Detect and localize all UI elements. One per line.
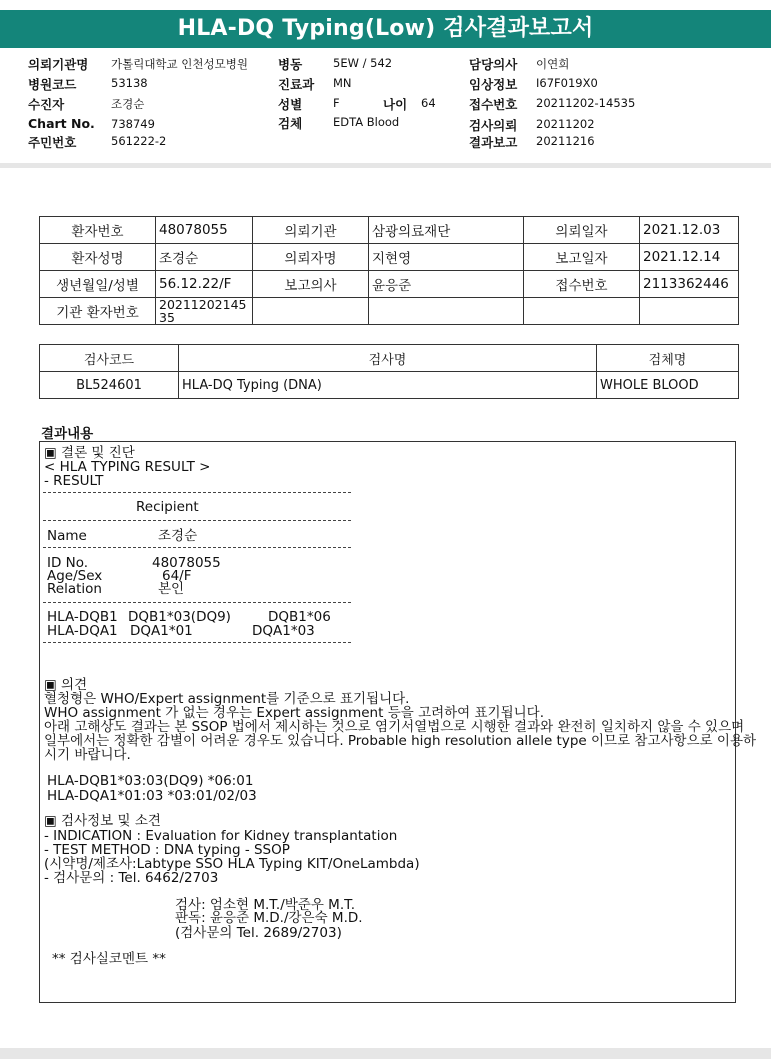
header-divider bbox=[0, 163, 771, 168]
report-header bbox=[28, 55, 768, 160]
column-header: 검체명 bbox=[597, 345, 739, 372]
table-cell bbox=[640, 298, 739, 325]
table-cell bbox=[253, 298, 369, 325]
table-cell: 기관 환자번호 bbox=[40, 298, 156, 325]
table-cell: 보고일자 bbox=[524, 244, 640, 271]
label-patient: 수진자 bbox=[28, 97, 65, 112]
label-ward: 병동 bbox=[278, 57, 303, 72]
value-patient: 조경순 bbox=[111, 97, 145, 111]
opinion-line: 시기 바랍니다. bbox=[44, 747, 131, 763]
dashed-divider bbox=[43, 492, 351, 493]
label-department: 진료과 bbox=[278, 77, 315, 92]
table-cell: 의뢰자명 bbox=[253, 244, 369, 271]
dashed-divider bbox=[43, 642, 351, 643]
high-res-result: HLA-DQA1*01:03 *03:01/02/03 bbox=[47, 788, 257, 804]
value-receipt-no: 20211202-14535 bbox=[536, 96, 636, 110]
label-age: 나이 bbox=[383, 97, 408, 112]
result-section-title: 결과내용 bbox=[41, 426, 94, 442]
label-doctor: 담당의사 bbox=[469, 57, 518, 72]
table-cell: 보고의사 bbox=[253, 271, 369, 298]
table-cell: 생년월일/성별 bbox=[40, 271, 156, 298]
value-doctor: 이연희 bbox=[536, 57, 570, 71]
dashed-divider bbox=[43, 520, 351, 521]
column-header: 검사명 bbox=[179, 345, 597, 372]
test-info-line: (시약명/제조사:Labtype SSO HLA Typing KIT/OneLambda) bbox=[44, 856, 420, 872]
dqa1-allele-2: DQA1*03 bbox=[252, 623, 315, 639]
result-content-box bbox=[39, 441, 757, 1003]
dashed-divider bbox=[43, 602, 351, 603]
label-hospital-code: 병원코드 bbox=[28, 77, 77, 92]
value-age: 64 bbox=[421, 96, 436, 110]
label-request-date: 검사의뢰 bbox=[469, 118, 518, 133]
label-clinical-info: 임상정보 bbox=[469, 77, 518, 92]
signature-line: (검사문의 Tel. 2689/2703) bbox=[175, 925, 342, 941]
test-info-line: - INDICATION : Evaluation for Kidney transplantation bbox=[44, 828, 398, 844]
signature-line: 판독: 윤응준 M.D./강은숙 M.D. bbox=[175, 910, 363, 926]
test-info-line: - 검사문의 : Tel. 6462/2703 bbox=[44, 870, 219, 886]
table-cell: 접수번호 bbox=[524, 271, 640, 298]
value-chart-no: 738749 bbox=[111, 117, 155, 131]
table-header-row bbox=[40, 345, 739, 372]
label-chart-no: Chart No. bbox=[28, 116, 95, 131]
table-cell: 2021120214535 bbox=[156, 298, 253, 325]
conclusion-heading: ▣ 결론 및 진단 bbox=[44, 445, 135, 461]
typing-result-heading: < HLA TYPING RESULT > bbox=[44, 459, 211, 475]
id-value: 48078055 bbox=[152, 555, 221, 571]
table-cell: 2021.12.03 bbox=[640, 217, 739, 244]
table-cell: 의뢰기관 bbox=[253, 217, 369, 244]
table-cell: 조경순 bbox=[156, 244, 253, 271]
table-cell: 48078055 bbox=[156, 217, 253, 244]
table-cell: 56.12.22/F bbox=[156, 271, 253, 298]
value-department: MN bbox=[333, 76, 352, 90]
id-label: ID No. bbox=[47, 555, 89, 571]
name-label: Name bbox=[47, 528, 87, 544]
value-requesting-org: 가톨릭대학교 인천성모병원 bbox=[111, 57, 248, 71]
high-res-result: HLA-DQB1*03:03(DQ9) *06:01 bbox=[47, 773, 254, 789]
opinion-line: 아래 고해상도 결과는 본 SSOP 법에서 제시하는 것으로 염기서열법으로 시행한 결과와 완전히 일치하지 않을 수 있으며 bbox=[44, 719, 745, 735]
test-info-heading: ▣ 검사정보 및 소견 bbox=[44, 813, 161, 829]
result-heading: - RESULT bbox=[44, 473, 104, 489]
label-resident-no: 주민번호 bbox=[28, 135, 77, 150]
opinion-line: WHO assignment 가 없는 경우는 Expert assignment 등을 고려하여 표기됩니다. bbox=[44, 705, 545, 721]
value-ward: 5EW / 542 bbox=[333, 56, 393, 70]
table-row bbox=[40, 298, 739, 325]
table-cell: 환자성명 bbox=[40, 244, 156, 271]
age-sex-value: 64/F bbox=[162, 568, 192, 584]
label-specimen: 검체 bbox=[278, 116, 303, 131]
table-cell: 의뢰일자 bbox=[524, 217, 640, 244]
table-cell bbox=[369, 298, 524, 325]
label-report-date: 결과보고 bbox=[469, 135, 518, 150]
lab-comment-heading: ** 검사실코멘트 ** bbox=[52, 951, 166, 967]
dqa1-label: HLA-DQA1 bbox=[47, 623, 118, 639]
table-row bbox=[40, 271, 739, 298]
table-cell: BL524601 bbox=[40, 372, 179, 399]
table-row bbox=[40, 372, 739, 399]
dqa1-allele-1: DQA1*01 bbox=[130, 623, 193, 639]
table-cell: WHOLE BLOOD bbox=[597, 372, 739, 399]
table-cell: HLA-DQ Typing (DNA) bbox=[179, 372, 597, 399]
table-cell bbox=[524, 298, 640, 325]
dqb1-allele-2: DQB1*06 bbox=[268, 609, 331, 625]
value-resident-no: 561222-2 bbox=[111, 134, 167, 148]
value-specimen: EDTA Blood bbox=[333, 115, 400, 129]
table-cell: 2021.12.14 bbox=[640, 244, 739, 271]
relation-label: Relation bbox=[47, 581, 102, 597]
table-cell: 윤응준 bbox=[369, 271, 524, 298]
table-cell: 삼광의료재단 bbox=[369, 217, 524, 244]
patient-info-table bbox=[39, 216, 739, 325]
signature-line: 검사: 엄소현 M.T./박준우 M.T. bbox=[175, 897, 356, 913]
label-requesting-org: 의뢰기관명 bbox=[28, 57, 89, 72]
value-sex: F bbox=[333, 96, 340, 110]
report-title: HLA-DQ Typing(Low) 검사결과보고서 bbox=[0, 10, 771, 48]
age-sex-label: Age/Sex bbox=[47, 568, 103, 584]
dashed-divider bbox=[43, 547, 351, 548]
table-cell: 지현영 bbox=[369, 244, 524, 271]
opinion-line: 일부에서는 정확한 감별이 어려운 경우도 있습니다. Probable high resolution allele type 이므로 참고사항으로 이용하 bbox=[44, 733, 757, 749]
label-sex: 성별 bbox=[278, 97, 303, 112]
opinion-heading: ▣ 의견 bbox=[44, 677, 88, 693]
value-request-date: 20211202 bbox=[536, 117, 595, 131]
relation-value: 본인 bbox=[158, 581, 185, 597]
test-info-line: - TEST METHOD : DNA typing - SSOP bbox=[44, 842, 290, 858]
value-hospital-code: 53138 bbox=[111, 76, 148, 90]
test-info-table bbox=[39, 344, 739, 399]
dqb1-label: HLA-DQB1 bbox=[47, 609, 118, 625]
footer-bar bbox=[0, 1048, 771, 1059]
label-receipt-no: 접수번호 bbox=[469, 97, 518, 112]
name-value: 조경순 bbox=[158, 528, 198, 544]
dqb1-allele-1: DQB1*03(DQ9) bbox=[128, 609, 231, 625]
table-cell: 2113362446 bbox=[640, 271, 739, 298]
value-report-date: 20211216 bbox=[536, 134, 595, 148]
value-clinical-info: I67F019X0 bbox=[536, 76, 598, 90]
table-row bbox=[40, 217, 739, 244]
recipient-label: Recipient bbox=[136, 499, 199, 515]
table-cell: 환자번호 bbox=[40, 217, 156, 244]
table-row bbox=[40, 244, 739, 271]
opinion-line: 혈청형은 WHO/Expert assignment를 기준으로 표기됩니다. bbox=[44, 691, 410, 707]
column-header: 검사코드 bbox=[40, 345, 179, 372]
